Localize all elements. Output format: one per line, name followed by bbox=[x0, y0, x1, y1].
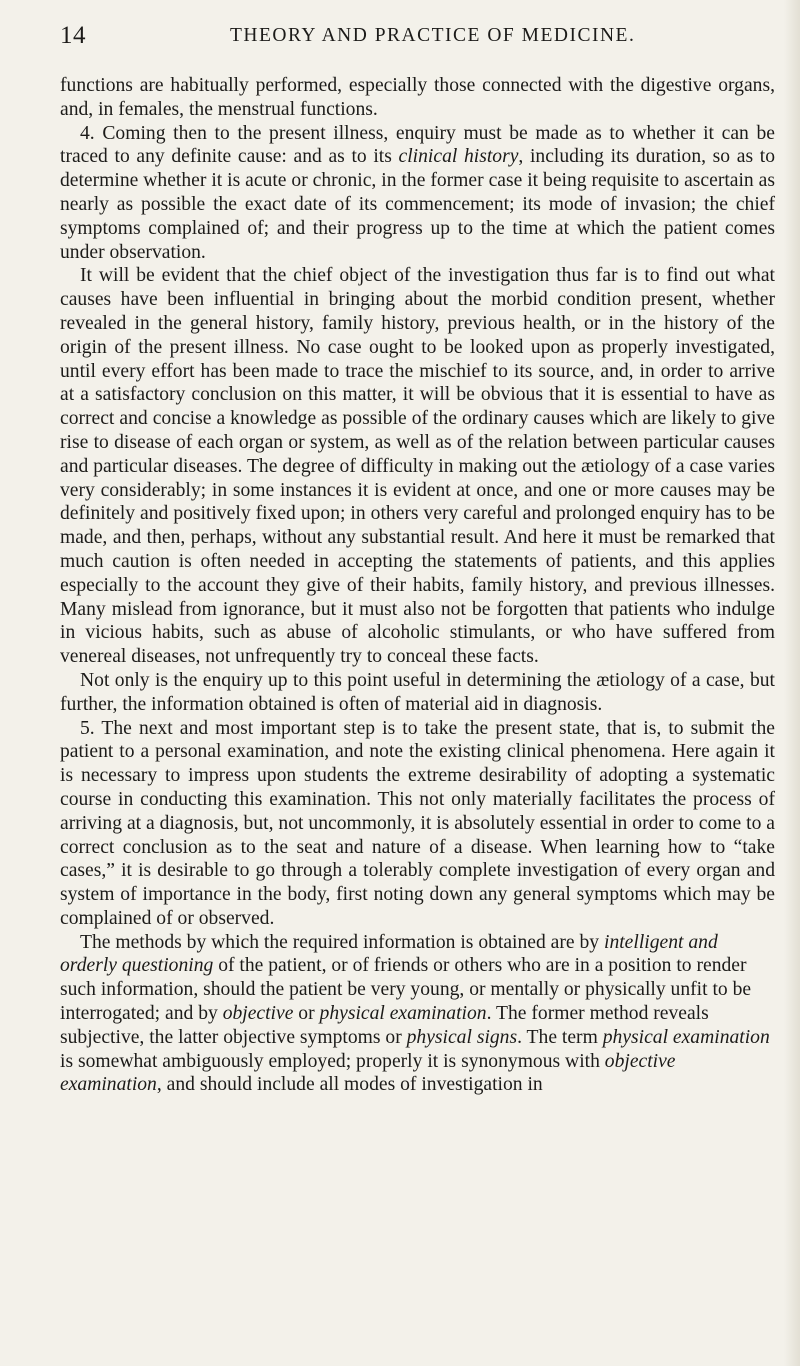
text-run: is somewhat ambiguously employed; properly it is synonymous with bbox=[60, 1050, 605, 1072]
paragraph-clinical-history bbox=[60, 122, 775, 265]
text-run: It will be evident that the chief object of the investigation thus far is to find out what causes have been influential in bringing about the morbid condition present, whether revealed in the general history, family history, previous health, or in the history of the origin of the present illness. No case ought to be looked upon as properly investigated, until every effort has been made to trace the mischief to its source, and, in order to arrive at a satisfactory conclusion on this matter, it will be obvious that it is essential to have as correct and concise a knowledge as possible of the ordinary causes which are likely to give rise to disease of each organ or system, as well as of the relation between particular causes and particular diseases. The degree of difficulty in making out the ætiology of a case varies very considerably; in some instances it is evident at once, and one or more causes may be definitely and positively fixed upon; in others very careful and prolonged enquiry has to be made, and then, perhaps, without any substantial result. And here it must be remarked that much caution is often needed in accepting the statements of patients, and this applies especially to the account they give of their habits, family history, and previous illnesses. Many mislead from ignorance, but it must also not be forgotten that patients who indulge in vicious habits, such as abuse of alcoholic stimulants, or who have suffered from venereal diseases, not unfrequently try to conceal these facts. bbox=[60, 265, 775, 668]
italic-term: physical examination bbox=[319, 1003, 487, 1025]
text-run: of the patient, or of friends or others who are in a position to render such information, should the patient be very young, or mentally or physically unfit to be interrogated; and by bbox=[60, 955, 752, 1025]
italic-term: objective bbox=[222, 1003, 294, 1025]
running-title: THEORY AND PRACTICE OF MEDICINE. bbox=[230, 25, 636, 46]
paragraph-investigation-object bbox=[60, 264, 775, 669]
text-run: , including its duration, so as to determine whether it is acute or chronic, in the former case it being requisite to ascertain as nearly as possible the exact date of its commencement; its mode of invasion; the chief symptoms complained of; and their progress up to the time at which the patient comes under observation. bbox=[60, 146, 775, 263]
text-run: functions are habitually performed, especially those connected with the digestive organs, and, in females, the menstrual functions. bbox=[60, 75, 775, 120]
text-run: . The former method reveals subjective, the latter objective symptoms or bbox=[60, 1003, 709, 1048]
book-page bbox=[60, 22, 775, 1097]
paragraph-methods bbox=[60, 931, 775, 1098]
paragraph-aetiology-diagnosis bbox=[60, 669, 775, 717]
text-run: , and should include all modes of investigation in bbox=[156, 1074, 543, 1096]
italic-term: clinical history bbox=[398, 146, 519, 168]
italic-term: intelligent and orderly questioning bbox=[60, 931, 718, 977]
italic-term: objective examination bbox=[60, 1050, 676, 1096]
text-run: or bbox=[293, 1003, 320, 1025]
page-number: 14 bbox=[60, 22, 86, 49]
text-run: Not only is the enquiry up to this point useful in determining the ætiology of a case, but further, the information obtained is often of material aid in diagnosis. bbox=[60, 669, 775, 715]
text-run: . The term bbox=[517, 1026, 603, 1048]
text-run: The methods by which the required information is obtained are by bbox=[80, 931, 604, 953]
paragraph-present-state bbox=[60, 717, 775, 931]
page-edge-shadow bbox=[784, 0, 800, 1366]
italic-term: physical signs bbox=[406, 1026, 518, 1048]
text-run: 5. The next and most important step is to take the present state, that is, to submit the patient to a personal examination, and note the existing clinical phenomena. Here again it is necessary to impress upon students the extreme desirability of adopting a systematic course in conducting this examination. This not only materially facilitates the process of arriving at a diagnosis, but, not uncommonly, it is absolutely essential in order to come to a correct conclusion as to the seat and nature of a disease. When learning how to “take cases,” it is desirable to go through a tolerably complete investigation of every organ and system of importance in the body, first noting down any general symptoms which may be complained of or observed. bbox=[60, 717, 775, 929]
running-head bbox=[60, 22, 775, 56]
italic-term: physical examination bbox=[602, 1026, 770, 1048]
body-text bbox=[60, 74, 775, 1097]
text-run: 4. Coming then to the present illness, enquiry must be made as to whether it can be traced to any definite cause: and as to its bbox=[60, 122, 775, 168]
paragraph-continued bbox=[60, 74, 775, 122]
